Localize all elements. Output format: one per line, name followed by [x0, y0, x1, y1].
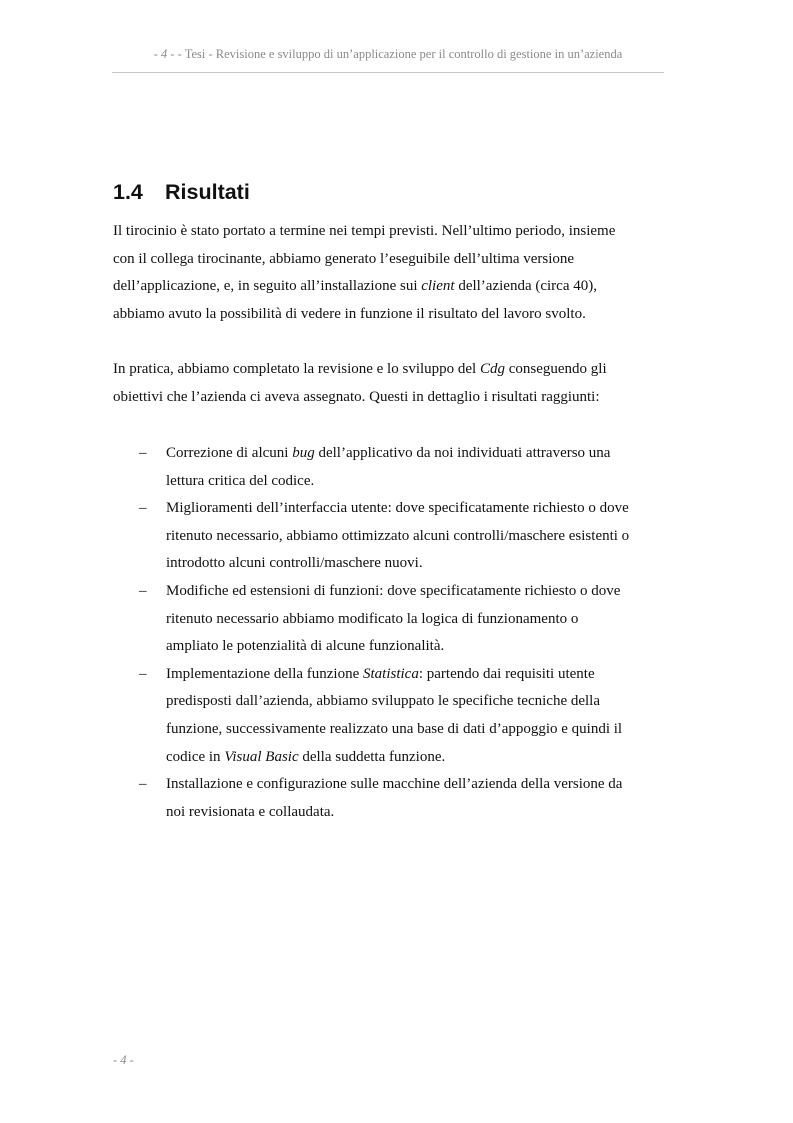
- paragraph-summary: [113, 356, 665, 411]
- text-run: In pratica, abbiamo completato la revisione e lo sviluppo del: [113, 361, 480, 377]
- text-run: Correzione di alcuni: [166, 445, 293, 461]
- bullet-dash: –: [139, 582, 147, 599]
- emphasis-bug: bug: [292, 445, 315, 461]
- bullet-dash: –: [139, 776, 147, 793]
- list-item-line: lettura critica del codice.: [166, 472, 315, 489]
- section-title: Risultati: [165, 180, 250, 204]
- list-item: [113, 440, 673, 495]
- results-list: [113, 440, 673, 826]
- paragraph-line: abbiamo avuto la possibilità di vedere in funzione il risultato del lavoro svolto.: [113, 305, 586, 322]
- section-number: 1.4: [113, 180, 143, 204]
- text-run: dell’applicativo da noi individuati attraverso una: [314, 445, 611, 461]
- list-item: [113, 771, 673, 826]
- text-run: della suddetta funzione.: [298, 748, 446, 765]
- bullet-dash: –: [139, 500, 147, 517]
- text-run: dell’applicazione, e, in seguito all’installazione sui: [113, 278, 422, 295]
- bullet-dash: –: [139, 665, 147, 682]
- running-header: [112, 47, 664, 62]
- section-heading: [113, 180, 250, 205]
- paragraph-line: [113, 356, 665, 384]
- bullet-dash: –: [139, 445, 147, 461]
- text-run: : partendo dai requisiti utente: [418, 665, 595, 682]
- list-item: [113, 661, 673, 771]
- list-item-line: ritenuto necessario abbiamo modificato la logica di funzionamento o: [166, 610, 579, 627]
- paragraph-intro: [113, 218, 665, 328]
- header-title: Tesi - Revisione e sviluppo di un’applicazione per il controllo di gestione in un’azienda: [184, 47, 623, 61]
- list-item-line: Miglioramenti dell’interfaccia utente: dove specificatamente richiesto o dove: [166, 500, 629, 517]
- text-run: dell’azienda (circa 40),: [454, 278, 597, 295]
- list-item-line: ampliato le potenzialità di alcune funzionalità.: [166, 638, 445, 655]
- paragraph-line: con il collega tirocinante, abbiamo generato l’eseguibile dell’ultima versione: [113, 250, 575, 267]
- text-run: codice in: [166, 748, 225, 765]
- paragraph-line: [113, 273, 665, 301]
- list-item-line: [166, 744, 673, 772]
- list-item-line: Installazione e configurazione sulle macchine dell’azienda della versione da: [166, 776, 623, 793]
- list-item-line: Modifiche ed estensioni di funzioni: dove specificatamente richiesto o dove: [166, 582, 621, 599]
- header-separator: -: [174, 47, 185, 61]
- header-page-number: - 4 -: [153, 47, 175, 61]
- text-run: conseguendo gli: [505, 361, 607, 377]
- list-item-line: [166, 661, 673, 689]
- list-item: [113, 495, 673, 578]
- list-item-line: ritenuto necessario, abbiamo ottimizzato alcuni controlli/maschere esistenti o: [166, 527, 630, 544]
- paragraph-line: Il tirocinio è stato portato a termine nei tempi previsti. Nell’ultimo periodo, insieme: [113, 223, 616, 239]
- paragraph-line: obiettivi che l’azienda ci aveva assegnato. Questi in dettaglio i risultati raggiunti:: [113, 388, 600, 405]
- list-item-line: [166, 440, 673, 468]
- emphasis-statistica: Statistica: [363, 665, 419, 682]
- header-divider: [112, 72, 664, 73]
- list-item-line: noi revisionata e collaudata.: [166, 803, 335, 820]
- footer-page-number: - 4 -: [113, 1053, 134, 1067]
- text-run: Implementazione della funzione: [166, 665, 363, 682]
- list-item-line: funzione, successivamente realizzato una base di dati d’appoggio e quindi il: [166, 720, 623, 737]
- list-item: [113, 578, 673, 661]
- list-item-line: predisposti dall’azienda, abbiamo sviluppato le specifiche tecniche della: [166, 693, 601, 710]
- emphasis-client: client: [421, 278, 455, 295]
- emphasis-cdg: Cdg: [479, 361, 505, 377]
- list-item-line: introdotto alcuni controlli/maschere nuovi.: [166, 555, 423, 572]
- emphasis-visual-basic: Visual Basic: [224, 748, 299, 765]
